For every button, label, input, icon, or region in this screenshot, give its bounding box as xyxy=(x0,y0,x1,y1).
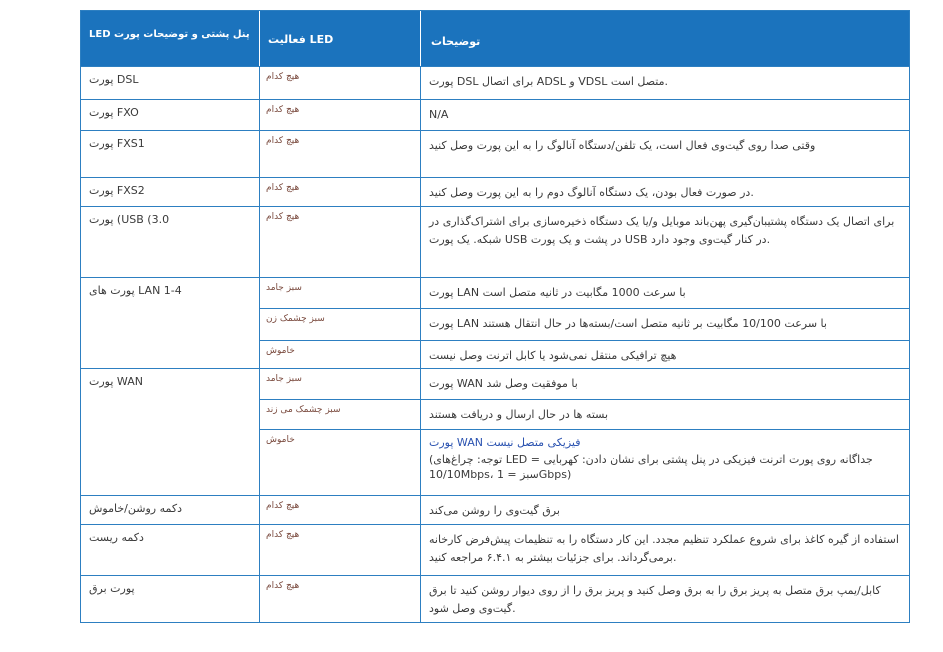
port-description: پورت WAN فیزیکی متصل نیست xyxy=(429,436,581,449)
port-description: در صورت فعال بودن، یک دستگاه آنالوگ دوم را به این پورت وصل کنید. xyxy=(420,178,909,206)
port-name: پورت های LAN 1-4 xyxy=(89,284,182,297)
port-name: پورت FXS2 xyxy=(89,184,145,197)
port-description-note: (توجه: چراغ‌های LED جداگانه روی پورت اترنت فیزیکی در پنل پشتی برای نشان دادن: کهربایی = 10/10Mbps، سبز = 1Gbps) xyxy=(429,453,873,481)
port-name: پورت DSL xyxy=(89,73,139,86)
led-activity: خاموش xyxy=(259,341,420,368)
port-description: برای اتصال یک دستگاه پشتیبان‌گیری پهن‌باند موبایل و/یا یک دستگاه ذخیره‌سازی برای اشتراک‌گذاری در شبکه. یک پورت USB در پشت و یک پورت USB در کنار گیت‌وی وجود دارد. xyxy=(420,207,909,277)
led-activity: هیچ کدام xyxy=(259,525,420,575)
table-row-reset-button xyxy=(81,524,909,575)
port-description-block xyxy=(420,430,909,495)
led-activity: سبز جامد xyxy=(259,278,420,308)
port-description: پورت DSL برای اتصال ADSL و VDSL متصل است. xyxy=(420,67,909,99)
port-description: پورت LAN با سرعت 10/100 مگابیت بر ثانیه متصل است/بسته‌ها در حال انتقال هستند xyxy=(420,309,909,340)
port-led-table xyxy=(80,10,910,623)
led-activity: هیچ کدام xyxy=(259,576,420,622)
port-name: دکمه روشن/خاموش xyxy=(89,502,182,515)
led-activity: سبز جامد xyxy=(259,369,420,399)
table-row-fxs2 xyxy=(81,177,909,206)
port-description: استفاده از گیره کاغذ برای شروع عملکرد تنظیم مجدد. این کار دستگاه را به تنظیمات پیش‌فرض کارخانه برمی‌گرداند. برای جزئیات بیشتر به ۶.۴.۱ مراجعه کنید. xyxy=(420,525,909,575)
port-description: بسته ها در حال ارسال و دریافت هستند xyxy=(420,400,909,429)
header-port-column: LED پنل پشتی و توضیحات پورت xyxy=(89,29,250,40)
port-description: هیچ ترافیکی منتقل نمی‌شود یا کابل اترنت وصل نیست xyxy=(420,341,909,368)
led-activity: سبز چشمک زن xyxy=(259,309,420,340)
port-name: پورت برق xyxy=(89,582,135,595)
led-activity: هیچ کدام xyxy=(259,178,420,206)
header-led-activity-column: فعالیت LED xyxy=(259,11,420,66)
port-name: پورت FXS1 xyxy=(89,137,145,150)
port-name: پورت FXO xyxy=(89,106,139,119)
table-row-usb xyxy=(81,206,909,277)
port-description: پورت WAN با موفقیت وصل شد xyxy=(420,369,909,399)
port-description: کابل/یمپ برق متصل به پریز برق را به برق وصل کنید و پریز برق را از روی دیوار روشن کنید تا برق گیت‌وی وصل شود. xyxy=(420,576,909,622)
table-header xyxy=(81,11,909,66)
port-description: برق گیت‌وی را روشن می‌کند xyxy=(420,496,909,524)
port-name: پورت (USB (3.0 xyxy=(89,213,170,226)
led-activity: خاموش xyxy=(259,430,420,495)
table-row-power-port xyxy=(81,575,909,622)
table-row-wan xyxy=(81,368,909,495)
port-description: پورت LAN با سرعت 1000 مگابیت در ثانیه متصل است xyxy=(420,278,909,308)
port-name: پورت WAN xyxy=(89,375,143,388)
table-row-power-button xyxy=(81,495,909,524)
led-activity: هیچ کدام xyxy=(259,67,420,99)
led-activity: هیچ کدام xyxy=(259,131,420,177)
table-row-fxs1 xyxy=(81,130,909,177)
port-name: دکمه ریست xyxy=(89,531,144,544)
led-activity: هیچ کدام xyxy=(259,496,420,524)
table-row-dsl xyxy=(81,66,909,99)
led-activity: سبز چشمک می زند xyxy=(259,400,420,429)
table-row-fxo xyxy=(81,99,909,130)
led-activity: هیچ کدام xyxy=(259,100,420,130)
port-description: N/A xyxy=(420,100,909,130)
header-description-column: توضیحات xyxy=(420,11,909,66)
led-activity: هیچ کدام xyxy=(259,207,420,277)
table-row-lan xyxy=(81,277,909,368)
port-description: وقتی صدا روی گیت‌وی فعال است، یک تلفن/دستگاه آنالوگ را به این پورت وصل کنید xyxy=(420,131,909,177)
